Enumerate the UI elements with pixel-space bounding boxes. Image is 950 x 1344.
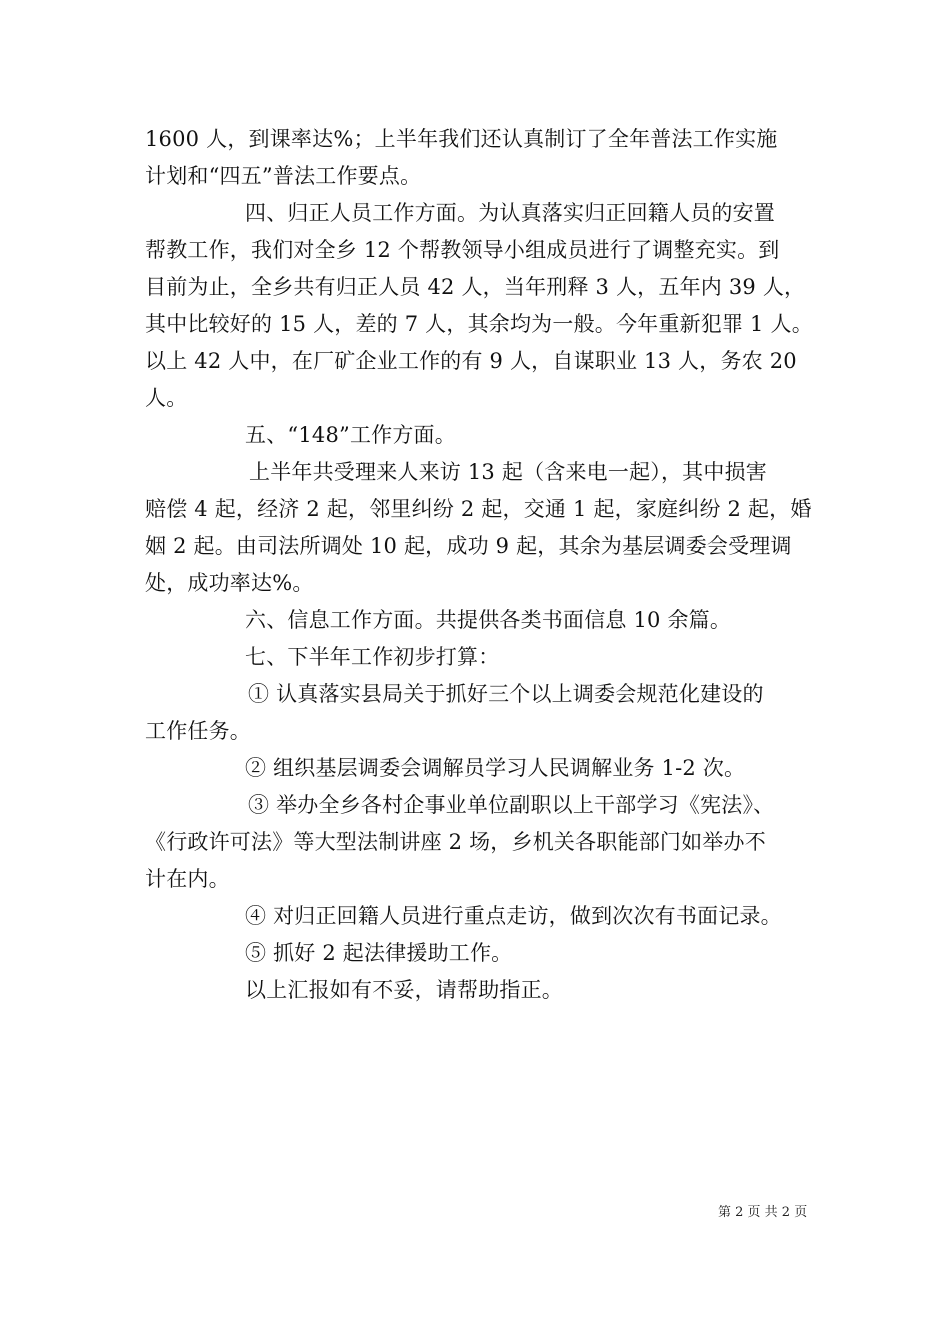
text-line: 以上 42 人中，在厂矿企业工作的有 9 人，自谋职业 13 人，务农 20 — [145, 349, 797, 373]
text-line: 其中比较好的 15 人，差的 7 人，其余均为一般。今年重新犯罪 1 人。 — [145, 312, 813, 336]
text-line: 工作任务。 — [145, 719, 251, 743]
section-heading-line: 五、“148”工作方面。 — [245, 423, 456, 447]
section-heading-line: 四、归正人员工作方面。为认真落实归正回籍人员的安置 — [245, 201, 775, 225]
text-line: 计划和“四五”普法工作要点。 — [145, 164, 422, 188]
closing-line: 以上汇报如有不妥，请帮助指正。 — [245, 978, 563, 1002]
page-number-footer: 第 2 页 共 2 页 — [718, 1205, 808, 1220]
text-line: 1600 人，到课率达%；上半年我们还认真制订了全年普法工作实施 — [145, 127, 778, 151]
section-heading-line: 七、下半年工作初步打算： — [245, 645, 500, 669]
text-line: 目前为止，全乡共有归正人员 42 人，当年刑释 3 人，五年内 39 人， — [145, 275, 806, 299]
section-heading-line: 六、信息工作方面。共提供各类书面信息 10 余篇。 — [245, 608, 732, 632]
text-line: 姻 2 起。由司法所调处 10 起，成功 9 起，其余为基层调委会受理调 — [145, 534, 792, 558]
text-line: 《行政许可法》等大型法制讲座 2 场，乡机关各职能部门如举办不 — [145, 830, 766, 854]
text-line: 人。 — [145, 386, 188, 410]
list-item-line: ② 组织基层调委会调解员学习人民调解业务 1-2 次。 — [245, 756, 746, 780]
list-item-line: ⑤ 抓好 2 起法律援助工作。 — [245, 941, 513, 965]
text-line: 计在内。 — [145, 867, 230, 891]
text-line: 上半年共受理来人来访 13 起（含来电一起），其中损害 — [249, 460, 767, 484]
text-line: 处，成功率达%。 — [145, 571, 314, 595]
list-item-line: ③ 举办全乡各村企事业单位副职以上干部学习《宪法》、 — [248, 793, 775, 817]
text-line: 赔偿 4 起，经济 2 起，邻里纠纷 2 起，交通 1 起，家庭纠纷 2 起，婚 — [145, 497, 812, 521]
list-item-line: ① 认真落实县局关于抓好三个以上调委会规范化建设的 — [248, 682, 764, 706]
list-item-line: ④ 对归正回籍人员进行重点走访，做到次次有书面记录。 — [245, 904, 782, 928]
text-line: 帮教工作，我们对全乡 12 个帮教领导小组成员进行了调整充实。到 — [145, 238, 780, 262]
